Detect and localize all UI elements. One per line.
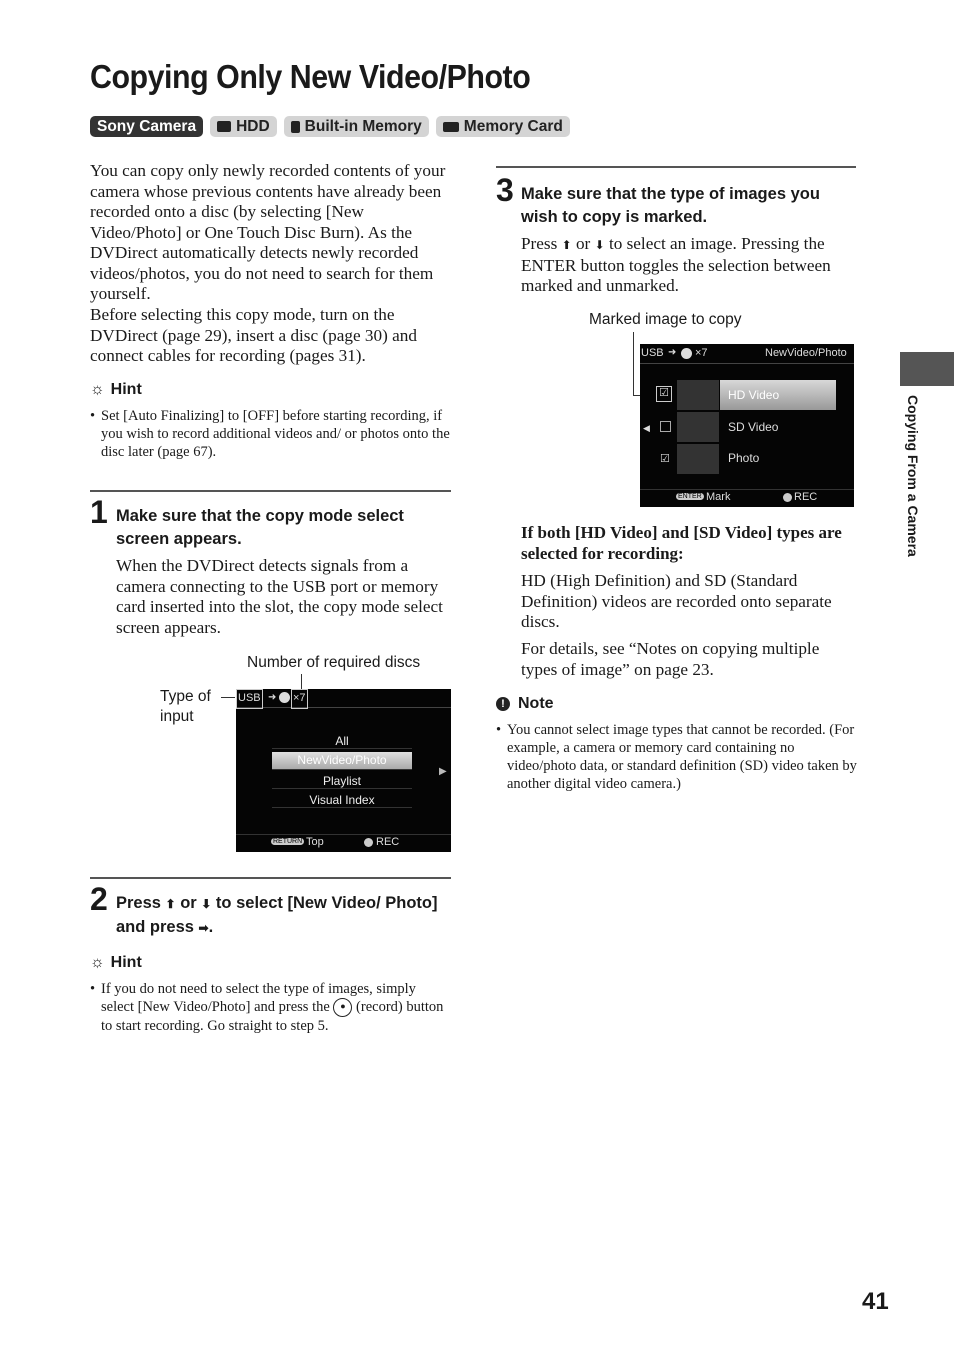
note-bullet: • You cannot select image types that cannot be recorded. (For example, a camera or memory card containing no video/photo data, or standard definition (SD) video taken by another digital video camera.) <box>496 722 857 792</box>
arrow-up-icon: ⬆ <box>165 897 176 911</box>
both-types-p1: HD (High Definition) and SD (Standard Definition) videos are recorded onto separate discs. <box>521 571 832 631</box>
lightbulb-icon: ☼ <box>90 381 105 398</box>
return-key: RETURN <box>273 838 303 845</box>
triangle-right-icon: ▶ <box>439 766 447 777</box>
step3-title: Make sure that the type of images you wish to copy is marked. <box>521 185 820 226</box>
hdd-icon <box>217 121 231 132</box>
badge-memory-label: Built-in Memory <box>304 118 422 135</box>
hint2-bullet: • If you do not need to select the type of images, simply select [New Video/Photo] and press the ● (record) button to start recording. Go straight to step 5. <box>90 981 444 1035</box>
menu-item-playlist[interactable]: Playlist <box>272 774 412 789</box>
item-hd-video[interactable]: HD Video <box>720 380 836 410</box>
step1-body: When the DVDirect detects signals from a camera connecting to the USB port or memory card inserted into the slot, the copy mode select screen appears. <box>116 556 443 637</box>
device-badges <box>90 116 570 137</box>
chapter-tab <box>900 352 954 386</box>
image-type-screen <box>640 344 854 507</box>
arrow-right-icon: ➜ <box>668 347 677 358</box>
intro-paragraph-2: Before selecting this copy mode, turn on the DVDirect (page 29), insert a disc (page 30) and connect cables for recording (pages 31). <box>90 305 417 365</box>
badge-sony-camera: Sony Camera <box>90 116 203 137</box>
disc-icon <box>681 348 692 359</box>
arrow-right-icon: ➡ <box>198 921 209 935</box>
callout-line <box>221 697 235 698</box>
item-photo[interactable]: Photo <box>728 451 760 465</box>
badge-card-label: Memory Card <box>463 118 563 135</box>
step2-number: 2 <box>90 881 108 917</box>
rec-label: REC <box>376 836 400 848</box>
mode-label: NewVideo/Photo <box>765 347 847 359</box>
page-number: 41 <box>862 1288 889 1315</box>
arrow-right-icon: ➜ <box>268 692 277 703</box>
checkbox-photo[interactable]: ☑ <box>660 453 670 465</box>
film-icon <box>677 412 719 442</box>
step1-divider <box>90 490 451 492</box>
callout-line <box>633 332 634 395</box>
step3-number: 3 <box>496 172 514 208</box>
both-types-heading: If both [HD Video] and [SD Video] types are selected for recording: <box>521 523 842 563</box>
disc-count: ×7 <box>695 347 708 359</box>
mark-label: Mark <box>706 491 731 503</box>
film-icon <box>677 380 719 410</box>
checkbox-sd-video[interactable] <box>660 421 671 432</box>
step3-body: Press ⬆ or ⬇ to select an image. Pressing the ENTER button toggles the selection between marked and unmarked. <box>521 234 831 295</box>
badge-hdd-label: HDD <box>236 118 270 135</box>
warning-icon: ! <box>496 697 510 711</box>
triangle-left-icon: ◀ <box>643 423 650 433</box>
item-sd-video[interactable]: SD Video <box>728 420 779 434</box>
badge-built-in-memory <box>284 116 429 137</box>
usb-indicator: USB <box>236 689 263 709</box>
step1-number: 1 <box>90 494 108 530</box>
hint2-heading <box>90 954 142 972</box>
checkbox-hd-video[interactable]: ☑ <box>656 386 672 402</box>
screen-footer <box>236 834 451 853</box>
chapter-label: Copying From a Camera <box>905 395 921 557</box>
camera-icon <box>677 444 719 474</box>
note-heading <box>496 695 554 713</box>
memory-card-icon <box>443 122 459 132</box>
step2-title: Press ⬆ or ⬇ to select [New Video/ Photo] and press ➡. <box>116 894 438 936</box>
badge-hdd <box>210 116 277 137</box>
memory-icon <box>291 121 300 133</box>
step3-divider <box>496 166 856 168</box>
hint-bullet: • Set [Auto Finalizing] to [OFF] before starting recording, if you wish to record additional videos and/ or photos onto the disc later (page 67). <box>90 408 450 460</box>
disc-count: ×7 <box>291 689 308 709</box>
usb-indicator: USB <box>641 347 664 359</box>
record-button-icon: ● <box>333 998 352 1017</box>
callout-line <box>301 674 302 690</box>
badge-memory-card <box>436 116 570 137</box>
arrow-down-icon: ⬇ <box>201 897 212 911</box>
screen-footer <box>640 489 854 508</box>
step2-divider <box>90 877 451 879</box>
callout-marked-image: Marked image to copy <box>589 311 742 328</box>
callout-required-discs: Number of required discs <box>247 654 421 671</box>
top-label: Top <box>306 836 324 848</box>
both-types-p2: For details, see “Notes on copying multiple types of image” on page 23. <box>521 639 820 679</box>
menu-item-all[interactable]: All <box>272 734 412 749</box>
hint-title: Hint <box>110 381 142 398</box>
step1-title: Make sure that the copy mode select screen appears. <box>116 507 404 548</box>
rec-icon <box>783 493 792 502</box>
menu-item-visual-index[interactable]: Visual Index <box>272 793 412 808</box>
intro-paragraph-1: You can copy only newly recorded contents of your camera whose previous contents have already been recorded onto a disc (by selecting [New Video/Photo] or One Touch Disc Burn). As the DVDirect automatically detects newly recorded videos/photos, you do not need to search for them yourself. <box>90 161 446 303</box>
arrow-down-icon: ⬇ <box>594 238 605 252</box>
hint2-title: Hint <box>110 954 142 971</box>
rec-label: REC <box>794 491 818 503</box>
page-title: Copying Only New Video/Photo <box>90 58 531 95</box>
hint-text: Set [Auto Finalizing] to [OFF] before starting recording, if you wish to record additional videos and/ or photos onto the disc later (page 67). <box>101 408 450 460</box>
enter-key: ENTER <box>678 493 702 500</box>
copy-mode-screen <box>236 689 451 852</box>
note-title: Note <box>518 695 554 712</box>
disc-icon <box>279 692 290 703</box>
arrow-up-icon: ⬆ <box>561 238 572 252</box>
menu-item-new-video-photo[interactable]: NewVideo/Photo <box>272 752 412 770</box>
hint-heading <box>90 381 142 399</box>
callout-input-type: Type of input <box>160 688 211 725</box>
rec-icon <box>364 838 373 847</box>
note-text: You cannot select image types that cannot be recorded. (For example, a camera or memory card containing no video/photo data, or standard definition (SD) video taken by another digital video camera.) <box>507 722 857 792</box>
lightbulb-icon: ☼ <box>90 954 105 971</box>
